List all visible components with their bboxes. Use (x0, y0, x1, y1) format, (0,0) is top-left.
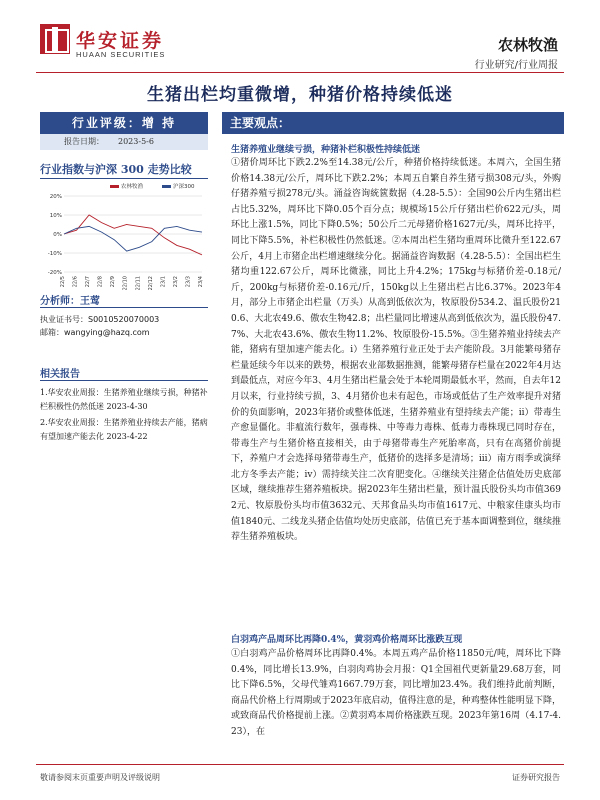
x-tick-label: 22/9 (110, 276, 117, 288)
index-title-divider (40, 178, 208, 179)
analyst-cert: 执业证书号：S0010520070003 (40, 315, 160, 324)
hog-paragraph: ①猪价周环比下跌2.2%至14.38元/公斤，种猪价格持续低迷。本周六，全国生猪价格14.38元/公斤，周环比下跌2.2%；本周五自繁自养生猪亏损308元/头，外购仔猪养殖亏损278元/头。涌益咨询統篋数据（4.28-5.5）：全国90公斤内生猪出栏占比5.32%，周环比下降0.05个百分点；规模场15公斤仔猪出栏价622元/头，周环比上涨1.5%，同比下降0.5%；50公斤二元母猪价格1627元/头，周环比持平，同比下降5.5%，补栏积极性仍然低迷。②本周出栏生猪均重周环比微升至122.67公斤，4月上市猪企出栏增速继续分化。据涌益咨询数据（4.28-5.5）：全国出栏生猪均重122.67公斤，周环比微涨，同比上升4.2%；175kg与标猪价差-0.18元/斤，200kg与标猪价差-0.16元/斤，150kg以上生猪出栏占比6.37%。2023年4月，部分上市猪企出栏量（万头）从高到低依次为，牧原股份534.2、温氏股份210.6、大北农49.6、傲农生物42.8；出栏量同比增速从高到低依次为，温氏股份47.7%、大北农43.6%、傲农生物11.2%、牧原股份-15.5%。③生猪养殖业持续去产能，猪病有望加速产能去化。i）生猪养殖行业正处于去产能阶段。3月能繁母猪存栏量延续今年以来的跌势，根据农业部数据推测，能繁母猪存栏量在2022年4月达到最低点，对应今年3、4月生猪出栏量会处于本轮周期最低水平，然而，自去年12月以来，行业持续亏损，3、4月猪价也未有起色，市场或低估了生产效率提升对猪价的负面影响，2023年猪价或整体低迷，生猪养殖业有望持续去产能；ii）带毒生产愈显僵化。非瘟流行数年，强毒株、中等毒力毒株、低毒力毒株现已同时存在，带毒生产与生猪价格直接相关，由于母猪带毒生产死胎率高，只有在高猪价前提下，养殖户才会选择母猪带毒生产，低猪价的选择多是清场；iii）南方雨季或演绎北方冬季去产能；iv）需持续关注二次育肥变化。④继续关注猪企估值处历史底部区域，继续推荐生猪养殖板块。据2023年生猪出栏量，预计温氏股份头均市值3692元、牧原股份头均市值3632元、天邦食品头均市值1617元、中粮家佳康头均市值1840元、二线龙头猪企估值均处历史底部，估值已充于基本面调整到位，继续推荐生猪养殖板块。 (231, 158, 561, 543)
x-tick-label: 22/10 (122, 276, 129, 291)
y-tick-label: 20% (49, 194, 62, 200)
rating-label: 行业评级： (71, 116, 142, 130)
related-reports-title: 相关报告 (40, 369, 80, 380)
rating-value: 增 持 (141, 116, 177, 130)
index-comparison-chart (40, 180, 208, 300)
y-tick-label: 0% (53, 232, 62, 238)
legend-label: 农林牧渔 (121, 184, 144, 190)
section-heading-poultry: 白羽鸡产品周环比再降0.4%，黄羽鸡价格周环比涨跌互现 (231, 635, 463, 645)
analyst-divider (40, 307, 208, 308)
report-type: 行业研究/行业周报 (474, 60, 558, 71)
brand-name-en: HUAAN SECURITIES (76, 50, 166, 59)
report-title: 生猪出栏均重微增，种猪价格持续低迷 (147, 85, 453, 105)
y-tick-label: 10% (49, 213, 62, 219)
section-heading-hog: 生猪养殖业继续亏损，种猪补栏积极性持续低迷 (231, 145, 421, 155)
x-tick-label: 23/4 (198, 276, 204, 288)
x-tick-label: 22/7 (85, 276, 92, 288)
x-tick-label: 23/1 (160, 276, 167, 288)
footer-disclaimer: 敬请参阅末页重要声明及评级说明 (40, 773, 160, 782)
analyst-name: 分析师：王莺 (40, 296, 100, 307)
x-tick-label: 22/12 (147, 276, 154, 291)
y-tick-label: -20% (47, 270, 62, 276)
industry-rating (40, 112, 208, 134)
related-report-item[interactable]: 2.华安农业周报：生猪养殖业持续去产能，猪病有望加速产能去化 2023-4-22 (40, 418, 208, 441)
y-tick-label: -10% (47, 251, 62, 257)
sector-name: 农林牧渔 (497, 36, 558, 54)
poultry-paragraph: ①白羽鸡产品价格周环比再降0.4%。本周五鸡产品价格11850元/吨，周环比下降0.4%，同比增长13.9%，白羽肉鸡协会月报：Q1全国祖代更新量29.68万套，同比下降6.5%，父母代雏鸡1667.79万套，同比增加23.4%。我们维持此前判断，商品代价格上行周期或于2023年底启动，值得注意的是，种鸡整体性能明显下降，或致商品代价格提前上涨。②黄羽鸡本周价格涨跌互现。2023年第16周（4.17-4.23），在 (231, 649, 561, 737)
footer-divider (36, 764, 564, 765)
legend-swatch (110, 185, 119, 188)
footer-label: 证券研究报告 (512, 773, 560, 782)
report-header (0, 0, 600, 70)
related-divider (40, 380, 208, 381)
analyst-email[interactable]: 邮箱：wangying@hazq.com (40, 328, 150, 337)
legend-label: 沪深300 (173, 184, 195, 190)
header-divider (36, 72, 564, 73)
report-date-label: 报告日期： (64, 137, 104, 146)
x-tick-label: 23/3 (185, 276, 192, 288)
related-report-item[interactable]: 1.华安农业周报：生猪养殖业继续亏损，种猪补栏积极性仍然低迷 2023-4-30 (40, 388, 208, 411)
brand-name-cn: 华安证券 (76, 30, 165, 52)
index-comparison-title: 行业指数与沪深 300 走势比较 (40, 163, 192, 176)
x-tick-label: 22/11 (135, 276, 142, 291)
main-views-title: 主要观点： (230, 116, 291, 130)
series-line (64, 226, 202, 251)
huaan-logo-icon (40, 24, 70, 54)
legend-swatch (162, 185, 171, 188)
x-tick-label: 22/5 (60, 276, 66, 288)
x-tick-label: 23/2 (172, 276, 179, 288)
report-date (40, 134, 208, 150)
x-tick-label: 22/6 (72, 276, 79, 288)
report-date-value: 2023-5-6 (118, 137, 154, 146)
x-tick-label: 22/8 (97, 276, 104, 288)
